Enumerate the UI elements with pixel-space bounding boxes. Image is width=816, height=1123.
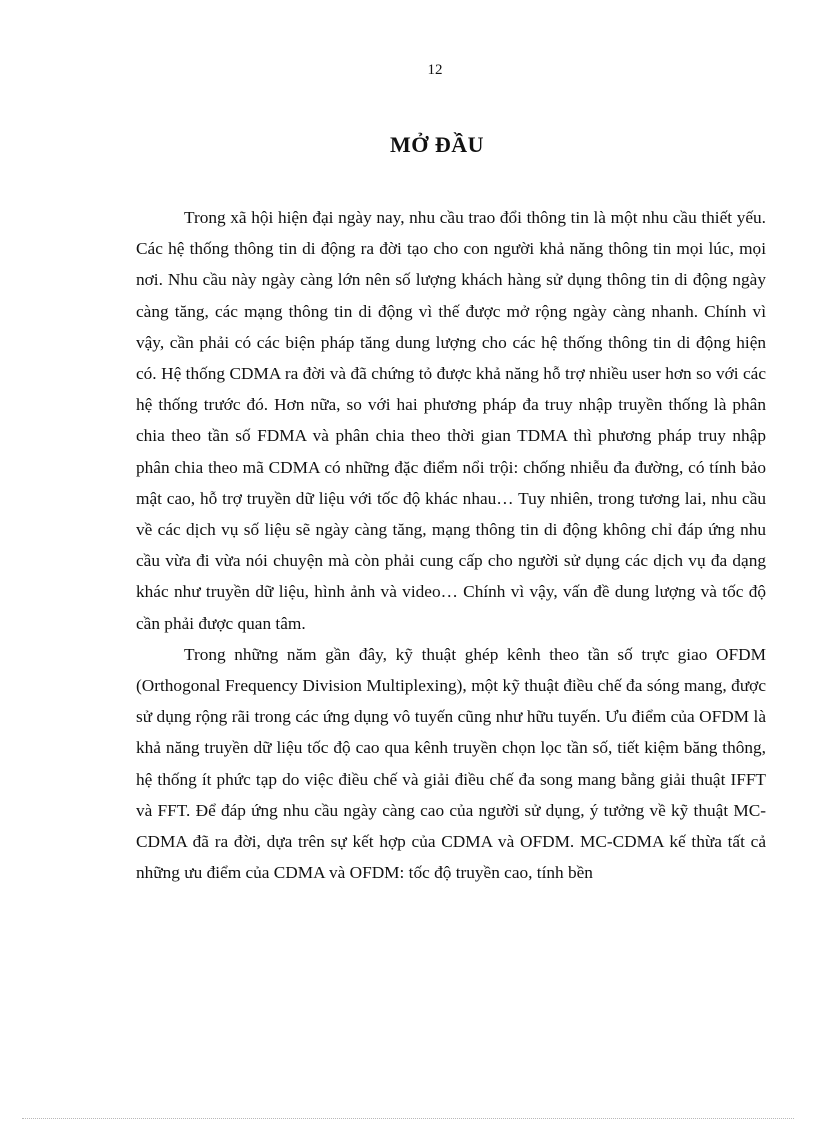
- page-number: 12: [427, 62, 443, 78]
- bottom-rule: [22, 1118, 794, 1119]
- page-title: MỞ ĐẦU: [389, 132, 485, 157]
- paragraph: Trong những năm gần đây, kỹ thuật ghép kênh theo tần số trực giao OFDM (Orthogonal Frequency Division Multiplexing), một kỹ thuật điều chế đa sóng mang, được sử dụng rộng rãi trong các ứng dụng vô tuyến cũng như hữu tuyến. Ưu điểm của OFDM là khả năng truyền dữ liệu tốc độ cao qua kênh truyền chọn lọc tần số, tiết kiệm băng thông, hệ thống ít phức tạp do việc điều chế và giải điều chế đa song mang bằng giải thuật IFFT và FFT. Để đáp ứng nhu cầu ngày càng cao của người sử dụng, ý tưởng về kỹ thuật MC-CDMA đã ra đời, dựa trên sự kết hợp của CDMA và OFDM. MC-CDMA kế thừa tất cả những ưu điểm của CDMA và OFDM: tốc độ truyền cao, tính bền: [136, 644, 766, 883]
- paragraph: Trong xã hội hiện đại ngày nay, nhu cầu trao đổi thông tin là một nhu cầu thiết yếu. Các hệ thống thông tin di động ra đời tạo cho con người khả năng thông tin mọi lúc, mọi nơi. Nhu cầu này ngày càng lớn nên số lượng khách hàng sử dụng thông tin di động ngày càng tăng, các mạng thông tin di động vì thế được mở rộng ngày càng nhanh. Chính vì vậy, cần phải có các biện pháp tăng dung lượng cho các hệ thống thông tin di động hiện có. Hệ thống CDMA ra đời và đã chứng tỏ được khả năng hỗ trợ nhiều user hơn so với các hệ thống trước đó. Hơn nữa, so với hai phương pháp đa truy nhập truyền thống là phân chia theo tần số FDMA và phân chia theo thời gian TDMA thì phương pháp truy nhập phân chia theo mã CDMA có những đặc điểm nổi trội: chống nhiễu đa đường, có tính bảo mật cao, hỗ trợ truyền dữ liệu với tốc độ khác nhau… Tuy nhiên, trong tương lai, nhu cầu về các dịch vụ số liệu sẽ ngày càng tăng, mạng thông tin di động không chỉ đáp ứng nhu cầu vừa đi vừa nói chuyện mà còn phải cung cấp cho người sử dụng các dịch vụ đa dạng khác như truyền dữ liệu, hình ảnh và video… Chính vì vậy, vấn đề dung lượng và tốc độ cần phải được quan tâm.: [136, 208, 766, 633]
- body-text: [136, 202, 766, 888]
